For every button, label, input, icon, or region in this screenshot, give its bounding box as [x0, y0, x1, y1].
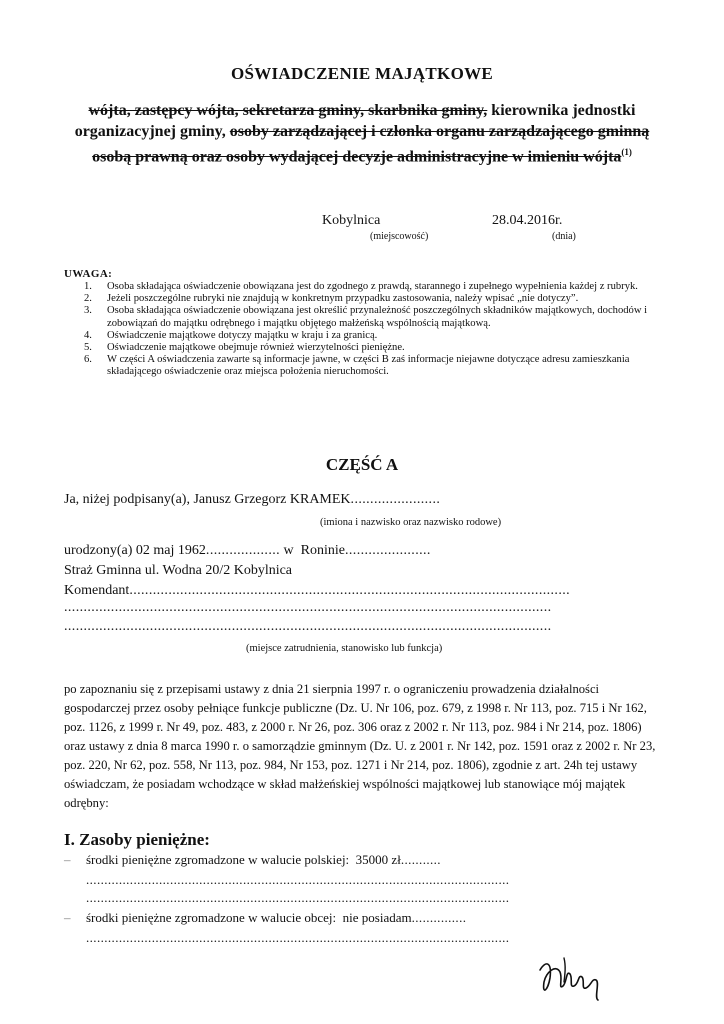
place-caption: (miejscowość): [370, 231, 429, 242]
notes-list: [84, 281, 662, 379]
pln-funds-value: 35000 zł: [355, 852, 401, 867]
blank-dotted-line: ....................................................................................................................: [86, 872, 510, 887]
employer-line: Straż Gminna ul. Wodna 20/2 Kobylnica: [64, 563, 293, 578]
footnote-marker: (1): [621, 147, 632, 157]
note-number: 2.: [84, 293, 92, 305]
born-prefix: urodzony(a): [64, 543, 133, 558]
part-a-heading: CZĘŚĆ A: [325, 455, 399, 474]
declarant-prefix: Ja, niżej podpisany(a),: [64, 492, 190, 507]
declarant-name-line: [64, 492, 440, 508]
place-block: [322, 213, 429, 242]
position-line: [64, 583, 570, 599]
fill-dots: ...................: [205, 543, 281, 558]
note-text: Osoba składająca oświadczenie obowiązana jest określić przynależność poszczególnych składników majątkowych, dochodów i zobowiązań do majątku odrębnego i majątku objętego małżeńską wspólnością majątkową.: [107, 305, 648, 329]
note-item: [84, 305, 662, 329]
pln-funds-line: [64, 852, 441, 868]
foreign-funds-line: [64, 910, 467, 926]
date-block: [492, 213, 576, 242]
document-title: OŚWIADCZENIE MAJĄTKOWE: [230, 64, 494, 83]
bullet-dash: –: [64, 910, 71, 925]
note-item: [84, 342, 662, 354]
fill-dots: ...........: [400, 852, 441, 867]
blank-dotted-line: ....................................................................................................................: [86, 890, 510, 905]
subtitle-struck-part-2: osoby zarządzającej i członka organu zarządzającego gminną osobą prawną oraz osoby wydającej decyzje administracyjne w imieniu wójta: [92, 123, 650, 166]
position-value: Komendant: [64, 583, 130, 598]
birth-date: 02 maj 1962: [135, 543, 206, 558]
fill-dots: ...............: [411, 910, 467, 925]
legal-paragraph: po zapoznaniu się z przepisami ustawy z dnia 21 sierpnia 1997 r. o ograniczeniu prowadzenia działalności gospodarczej przez osoby pełniące funkcje publiczne (Dz. U. Nr 106, poz. 679, z 1998 r. Nr 113, poz. 715 i Nr 162, poz. 1126, z 1999 r. Nr 49, poz. 483, z 2000 r. Nr 26, poz. 306 oraz z 2002 r. Nr 113, poz. 984 i Nr 214, poz. 1806) oraz ustawy z dnia 8 marca 1990 r. o samorządzie gminnym (Dz. U. z 2001 r. Nr 142, poz. 1591 oraz z 2002 r. Nr 23, poz. 220, Nr 62, poz. 558, Nr 113, poz. 984, Nr 153, poz. 1271 i Nr 214, poz. 1806), zgodnie z art. 24h tej ustawy oświadczam, że posiadam wchodzące w skład małżeńskiej wspólności majątkowej lub stanowiące mój majątek odrębny:: [64, 682, 656, 810]
fill-dots: .................................................................................................................: [129, 583, 571, 598]
blank-dotted-line: .............................................................................................................................: [64, 619, 552, 634]
note-item: [84, 354, 662, 378]
foreign-funds-label: środki pieniężne zgromadzone w walucie obcej:: [86, 910, 337, 925]
date-value: 28.04.2016r.: [492, 213, 563, 228]
fill-dots: .......................: [350, 492, 441, 507]
declarant-name: Janusz Grzegorz KRAMEK: [193, 492, 351, 507]
subtitle-kept-part: kierownika jednostki organizacyjnej gminy,: [74, 102, 636, 140]
note-item: [84, 293, 662, 305]
fill-dots: ......................: [345, 543, 431, 558]
note-text: W części A oświadczenia zawarte są informacje jawne, w części B zaś informacje niejawne dotyczące adresu zamieszkania składającego oświadczenie oraz miejsca położenia nieruchomości.: [107, 354, 630, 378]
bullet-dash: –: [64, 852, 71, 867]
foreign-funds-value: nie posiadam: [342, 910, 412, 925]
notes-heading: UWAGA:: [64, 268, 113, 280]
pln-funds-label: środki pieniężne zgromadzone w walucie polskiej:: [86, 852, 350, 867]
note-text: Oświadczenie majątkowe obejmuje również wierzytelności pieniężne.: [107, 342, 405, 354]
place-value: Kobylnica: [322, 213, 381, 228]
section-1-heading: I. Zasoby pieniężne:: [64, 830, 210, 849]
note-number: 4.: [84, 329, 92, 341]
handwritten-signature: [536, 952, 612, 1002]
note-text: Oświadczenie majątkowe dotyczy majątku w kraju i za granicą.: [107, 329, 378, 341]
blank-dotted-line: .............................................................................................................................: [64, 600, 552, 615]
employment-caption: (miejsce zatrudnienia, stanowisko lub funkcja): [246, 643, 443, 654]
note-item: [84, 330, 662, 342]
subtitle-struck-part-1: wójta, zastępcy wójta, sekretarza gminy, skarbnika gminy,: [88, 102, 488, 119]
note-number: 3.: [84, 305, 92, 317]
blank-dotted-line: ....................................................................................................................: [86, 930, 510, 945]
note-text: Osoba składająca oświadczenie obowiązana jest do zgodnego z prawdą, starannego i zupełnego wypełnienia każdej z rubryk.: [107, 281, 638, 292]
declarant-name-caption: (imiona i nazwisko oraz nazwisko rodowe): [320, 517, 502, 528]
note-number: 1.: [84, 281, 92, 292]
birth-place: Roninie: [300, 543, 345, 558]
document-subtitle: [60, 100, 664, 167]
note-number: 5.: [84, 342, 92, 354]
note-number: 6.: [84, 354, 92, 366]
birth-line: [64, 543, 431, 559]
date-caption: (dnia): [552, 231, 576, 242]
note-text: Jeżeli poszczególne rubryki nie znajdują w konkretnym przypadku zastosowania, należy wpisać „nie dotyczy”.: [107, 293, 579, 305]
note-item: [84, 281, 662, 293]
birth-in-word: w: [283, 543, 294, 558]
